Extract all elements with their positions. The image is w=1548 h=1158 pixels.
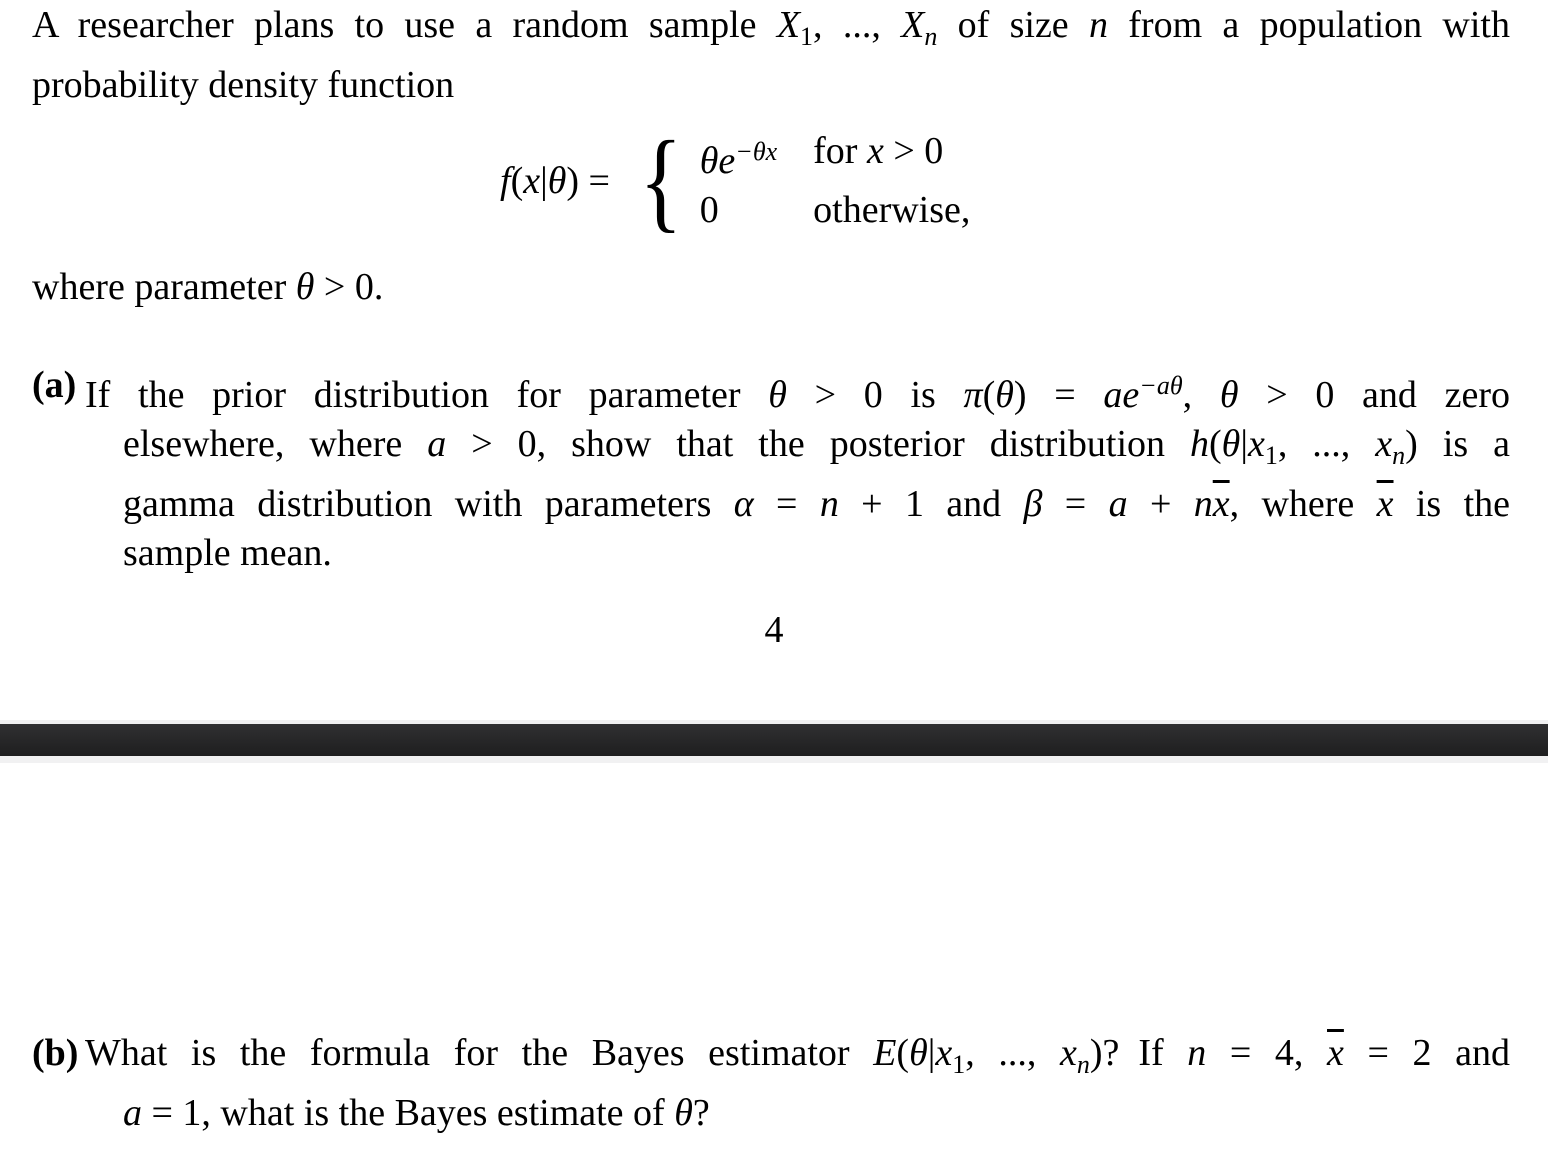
text-run: , where: [1229, 483, 1377, 525]
text-run: $\overline{x}$: [1212, 483, 1230, 525]
text-run: β: [1023, 483, 1043, 525]
text-run: x: [523, 159, 541, 202]
equation-lhs: [500, 157, 610, 206]
text-run: +: [1127, 483, 1194, 525]
text-run: elsewhere, where: [123, 423, 428, 465]
text-run: x: [866, 130, 884, 172]
text-run: )? If: [1089, 1032, 1188, 1074]
text-run: a: [1108, 483, 1128, 525]
intro-paragraph: [32, 1, 1510, 110]
text-run: $\overline{x}$: [1376, 483, 1394, 525]
text-run: a: [427, 423, 447, 465]
text-run: |: [1240, 423, 1248, 465]
text-run: θ: [909, 1032, 928, 1074]
text-run: (: [896, 1032, 910, 1074]
text-run: 1: [800, 22, 814, 51]
left-brace: {: [639, 119, 683, 243]
text-run: =: [753, 483, 820, 525]
text-run: gamma distribution with parameters: [123, 483, 734, 525]
text-run: θ: [1221, 423, 1241, 465]
text-run: ) =: [566, 159, 610, 202]
text-run: , ...,: [965, 1032, 1060, 1074]
text-run: =: [1042, 483, 1109, 525]
text-run: |: [927, 1032, 936, 1074]
text-run: f: [500, 159, 511, 202]
text-run: > 0.: [314, 266, 384, 308]
text-run: $\overline{x}$: [1327, 1032, 1344, 1074]
equation-cases: [700, 127, 971, 235]
text-run: What is the formula for the Bayes estimator: [85, 1032, 874, 1074]
text-run: from a population with: [1107, 4, 1510, 46]
question-item-a: [32, 361, 1511, 578]
text-run: θ: [1219, 374, 1239, 416]
text-run: α: [733, 483, 754, 525]
text-run: h: [1190, 423, 1209, 465]
item-a-line-4: [123, 529, 1510, 578]
text-run: (: [982, 374, 996, 416]
text-run: is the: [1393, 483, 1510, 525]
text-run: 1: [1264, 441, 1278, 470]
text-run: θ: [295, 266, 315, 308]
text-run: (: [1209, 423, 1222, 465]
text-run: = 1, what is the Bayes estimate of: [142, 1092, 675, 1134]
text-run: θ: [547, 159, 567, 202]
text-run: , ...,: [813, 4, 902, 46]
text-run: E: [873, 1032, 897, 1074]
case-1-condition: [813, 127, 970, 186]
text-run: where parameter: [32, 266, 296, 308]
text-run: , ...,: [1277, 423, 1376, 465]
density-function-equation: [500, 119, 971, 243]
text-run: n: [819, 483, 839, 525]
text-run: x: [1247, 423, 1265, 465]
text-run: ae: [1103, 374, 1140, 416]
text-run: x: [935, 1032, 953, 1074]
text-run: ,: [1182, 374, 1220, 416]
text-run: n: [1076, 1050, 1090, 1079]
text-run: (: [510, 159, 524, 202]
item-b-line-1: [85, 1029, 1510, 1089]
text-run: n: [924, 22, 938, 51]
text-run: sample mean.: [123, 532, 332, 574]
case-2-condition: [813, 186, 970, 235]
text-run: + 1 and: [838, 483, 1024, 525]
text-run: θe: [699, 140, 736, 182]
case-2-expression: [700, 186, 777, 235]
text-run: ) is a: [1405, 423, 1511, 465]
intro-line-1: [32, 1, 1510, 61]
text-run: 1: [952, 1050, 966, 1079]
text-run: θ: [674, 1092, 693, 1134]
text-run: x: [1375, 423, 1393, 465]
text-run: θ: [995, 374, 1014, 416]
text-run: π: [963, 374, 983, 416]
text-run: n: [1187, 1032, 1207, 1074]
text-run: X: [776, 4, 801, 46]
text-run: n: [1392, 441, 1406, 470]
question-item-b: [32, 1029, 1511, 1138]
text-run: A researcher plans to use a random sample: [32, 4, 777, 46]
text-run: ?: [692, 1092, 710, 1134]
item-a-line-2: [123, 420, 1510, 480]
item-a-line-3: [123, 480, 1510, 529]
page-separator-bar: [0, 724, 1548, 756]
text-run: probability density function: [32, 64, 455, 106]
item-b-line-2: [123, 1089, 1510, 1138]
text-run: a: [123, 1092, 142, 1134]
text-run: |: [540, 159, 548, 202]
text-run: > 0 is: [786, 374, 964, 416]
text-run: x: [1059, 1032, 1077, 1074]
text-run: for: [813, 130, 867, 172]
text-run: ) =: [1013, 374, 1104, 416]
case-1-expression: [700, 127, 777, 186]
item-b-label: (b): [32, 1032, 79, 1074]
text-run: = 4,: [1206, 1032, 1328, 1074]
text-run: If the prior distribution for parameter: [85, 374, 769, 416]
page-number: 4: [764, 609, 784, 651]
intro-line-2: [32, 61, 1510, 110]
text-run: θ: [768, 374, 787, 416]
text-run: X: [901, 4, 925, 46]
text-run: otherwise,: [813, 189, 971, 231]
text-run: −θx: [735, 137, 778, 166]
text-run: > 0: [883, 130, 944, 172]
where-parameter-line: [32, 263, 383, 312]
item-a-line-1: [85, 361, 1510, 420]
text-run: of size: [937, 4, 1089, 46]
text-run: −aθ: [1139, 371, 1183, 400]
text-run: 0: [699, 189, 719, 231]
text-run: = 2 and: [1343, 1032, 1511, 1074]
text-run: > 0 and zero: [1238, 374, 1511, 416]
page-separator: [0, 720, 1548, 763]
item-a-label: (a): [32, 364, 77, 406]
text-run: n: [1088, 4, 1108, 46]
text-run: n: [1193, 483, 1213, 525]
text-run: > 0, show that the posterior distribution: [446, 423, 1190, 465]
